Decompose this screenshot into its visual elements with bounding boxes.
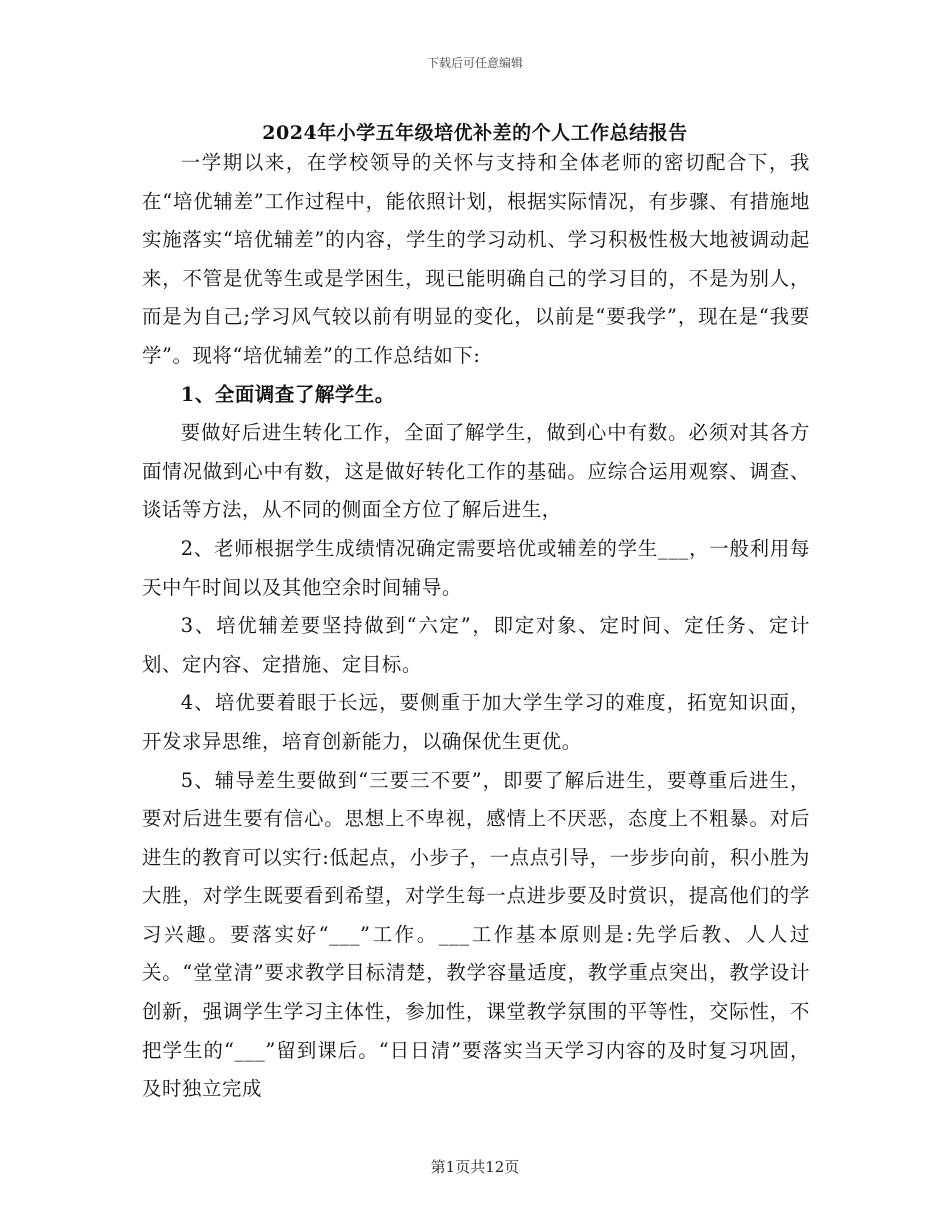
document-body <box>142 144 810 1109</box>
paragraph: 5、辅导差生要做到“三要三不要”，即要了解后进生，要尊重后进生，要对后进生要有信心。思想上不卑视，感情上不厌恶，态度上不粗暴。对后进生的教育可以实行:低起点，小步子，一点点引导，一步步向前，积小胜为大胜，对学生既要看到希望，对学生每一点进步要及时赏识，提高他们的学习兴趣。要落实好“___”工作。___工作基本原则是:先学后教、人人过关。“堂堂清”要求教学目标清楚，教学容量适度，教学重点突出，教学设计创新，强调学生学习主体性，参加性，课堂教学氛围的平等性，交际性，不把学生的“___”留到课后。“日日清”要落实当天学习内容的及时复习巩固，及时独立完成 <box>142 768 810 1101</box>
paragraph: 3、培优辅差要坚持做到“六定”，即定对象、定时间、定任务、定计划、定内容、定措施、定目标。 <box>142 614 810 676</box>
page-number: 第1页共12页 <box>430 1158 520 1176</box>
section-heading: 1、全面调查了解学生。 <box>180 382 395 406</box>
document-title: 2024年小学五年级培优补差的个人工作总结报告 <box>262 122 688 144</box>
intro-paragraph: 一学期以来，在学校领导的关怀与支持和全体老师的密切配合下，我在“培优辅差”工作过程中，能依照计划，根据实际情况，有步骤、有措施地实施落实“培优辅差”的内容，学生的学习动机、学习积极性极大地被调动起来，不管是优等生或是学困生，现已能明确自己的学习目的，不是为别人，而是为自己;学习风气较以前有明显的变化，以前是“要我学”，现在是“我要学”。现将“培优辅差”的工作总结如下: <box>142 151 810 367</box>
page-header: 下载后可任意编辑 <box>426 56 523 70</box>
paragraph: 要做好后进生转化工作，全面了解学生，做到心中有数。必须对其各方面情况做到心中有数，这是做好转化工作的基础。应综合运用观察、调查、谈话等方法，从不同的侧面全方位了解后进生， <box>142 421 810 522</box>
paragraph: 2、老师根据学生成绩情况确定需要培优或辅差的学生___，一般利用每天中午时间以及其他空余时间辅导。 <box>142 536 810 599</box>
paragraph: 4、培优要着眼于长远，要侧重于加大学生学习的难度，拓宽知识面，开发求异思维，培育创新能力，以确保优生更优。 <box>142 691 810 753</box>
